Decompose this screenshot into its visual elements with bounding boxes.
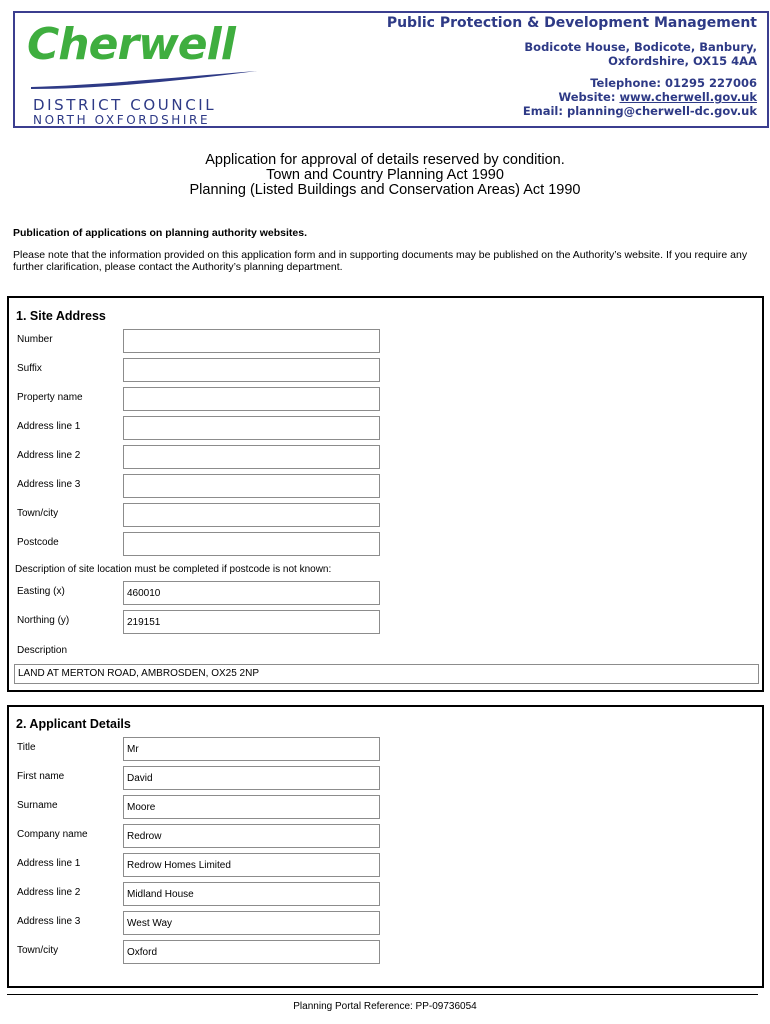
- property-name-field[interactable]: [123, 387, 380, 411]
- field-label: Address line 2: [17, 450, 81, 461]
- field-label: Northing (y): [17, 615, 70, 626]
- field-label: Property name: [17, 392, 83, 403]
- title-line-1: Application for approval of details reserved by condition.: [205, 152, 565, 168]
- logo-swoosh-icon: [29, 69, 259, 91]
- address-line-1: Bodicote House, Bodicote, Banbury,: [524, 40, 757, 54]
- field-label: Number: [17, 334, 53, 345]
- website-link[interactable]: www.cherwell.gov.uk: [619, 90, 757, 104]
- number-field[interactable]: [123, 329, 380, 353]
- postcode-field[interactable]: [123, 532, 380, 556]
- applicant-address-line-3-field[interactable]: West Way: [123, 911, 380, 935]
- footer-divider: [7, 994, 758, 995]
- suffix-field[interactable]: [123, 358, 380, 382]
- address-line-2: Oxfordshire, OX15 4AA: [608, 54, 757, 68]
- publication-heading: Publication of applications on planning authority websites.: [13, 227, 308, 239]
- letterhead: [13, 11, 769, 128]
- field-label: Town/city: [17, 508, 59, 519]
- address-line-1-field[interactable]: [123, 416, 380, 440]
- description-field[interactable]: LAND AT MERTON ROAD, AMBROSDEN, OX25 2NP: [14, 664, 759, 684]
- logo-wordmark: Cherwell: [27, 19, 235, 70]
- logo-district-council: DISTRICT COUNCIL: [33, 96, 217, 114]
- section-title: 1. Site Address: [16, 309, 106, 323]
- field-label: Title: [17, 742, 36, 753]
- company-name-field[interactable]: Redrow: [123, 824, 380, 848]
- field-label: Company name: [17, 829, 88, 840]
- field-label: Postcode: [17, 537, 59, 548]
- title-field[interactable]: Mr: [123, 737, 380, 761]
- form-title: [0, 153, 770, 198]
- first-name-field[interactable]: David: [123, 766, 380, 790]
- field-label: Address line 1: [17, 421, 81, 432]
- applicant-address-line-1-field[interactable]: Redrow Homes Limited: [123, 853, 380, 877]
- cherwell-logo: [27, 19, 257, 127]
- section-title: 2. Applicant Details: [16, 717, 131, 731]
- telephone: Telephone: 01295 227006: [590, 76, 757, 90]
- website-label: Website:: [558, 90, 620, 104]
- applicant-address-line-2-field[interactable]: Midland House: [123, 882, 380, 906]
- town-city-field[interactable]: [123, 503, 380, 527]
- email[interactable]: Email: planning@cherwell-dc.gov.uk: [522, 104, 757, 118]
- site-address-section: [7, 296, 764, 692]
- field-label: Suffix: [17, 363, 42, 374]
- title-line-3: Planning (Listed Buildings and Conservation Areas) Act 1990: [189, 182, 581, 198]
- field-label: Easting (x): [17, 586, 65, 597]
- contact-block: [387, 15, 757, 118]
- field-label: Surname: [17, 800, 58, 811]
- applicant-town-city-field[interactable]: Oxford: [123, 940, 380, 964]
- publication-text: Please note that the information provided on this application form and in supporting documents may be published on the Authority’s website. If you require any further clarification, please contact the Authority’s planning department.: [13, 249, 748, 273]
- applicant-details-section: [7, 705, 764, 988]
- field-label: Address line 2: [17, 887, 81, 898]
- logo-north-oxfordshire: NORTH OXFORDSHIRE: [33, 113, 211, 127]
- address-line-3-field[interactable]: [123, 474, 380, 498]
- surname-field[interactable]: Moore: [123, 795, 380, 819]
- field-label: Address line 3: [17, 916, 81, 927]
- website-line: [387, 90, 757, 104]
- portal-reference: Planning Portal Reference: PP-09736054: [293, 1001, 477, 1012]
- address-line-2-field[interactable]: [123, 445, 380, 469]
- org-title: Public Protection & Development Management: [386, 15, 757, 31]
- northing-field[interactable]: 219151: [123, 610, 380, 634]
- location-note: Description of site location must be completed if postcode is not known:: [15, 564, 332, 575]
- field-label: Description: [17, 645, 68, 656]
- easting-field[interactable]: 460010: [123, 581, 380, 605]
- field-label: Address line 1: [17, 858, 81, 869]
- field-label: Address line 3: [17, 479, 81, 490]
- field-label: First name: [17, 771, 65, 782]
- title-line-2: Town and Country Planning Act 1990: [266, 167, 504, 183]
- field-label: Town/city: [17, 945, 59, 956]
